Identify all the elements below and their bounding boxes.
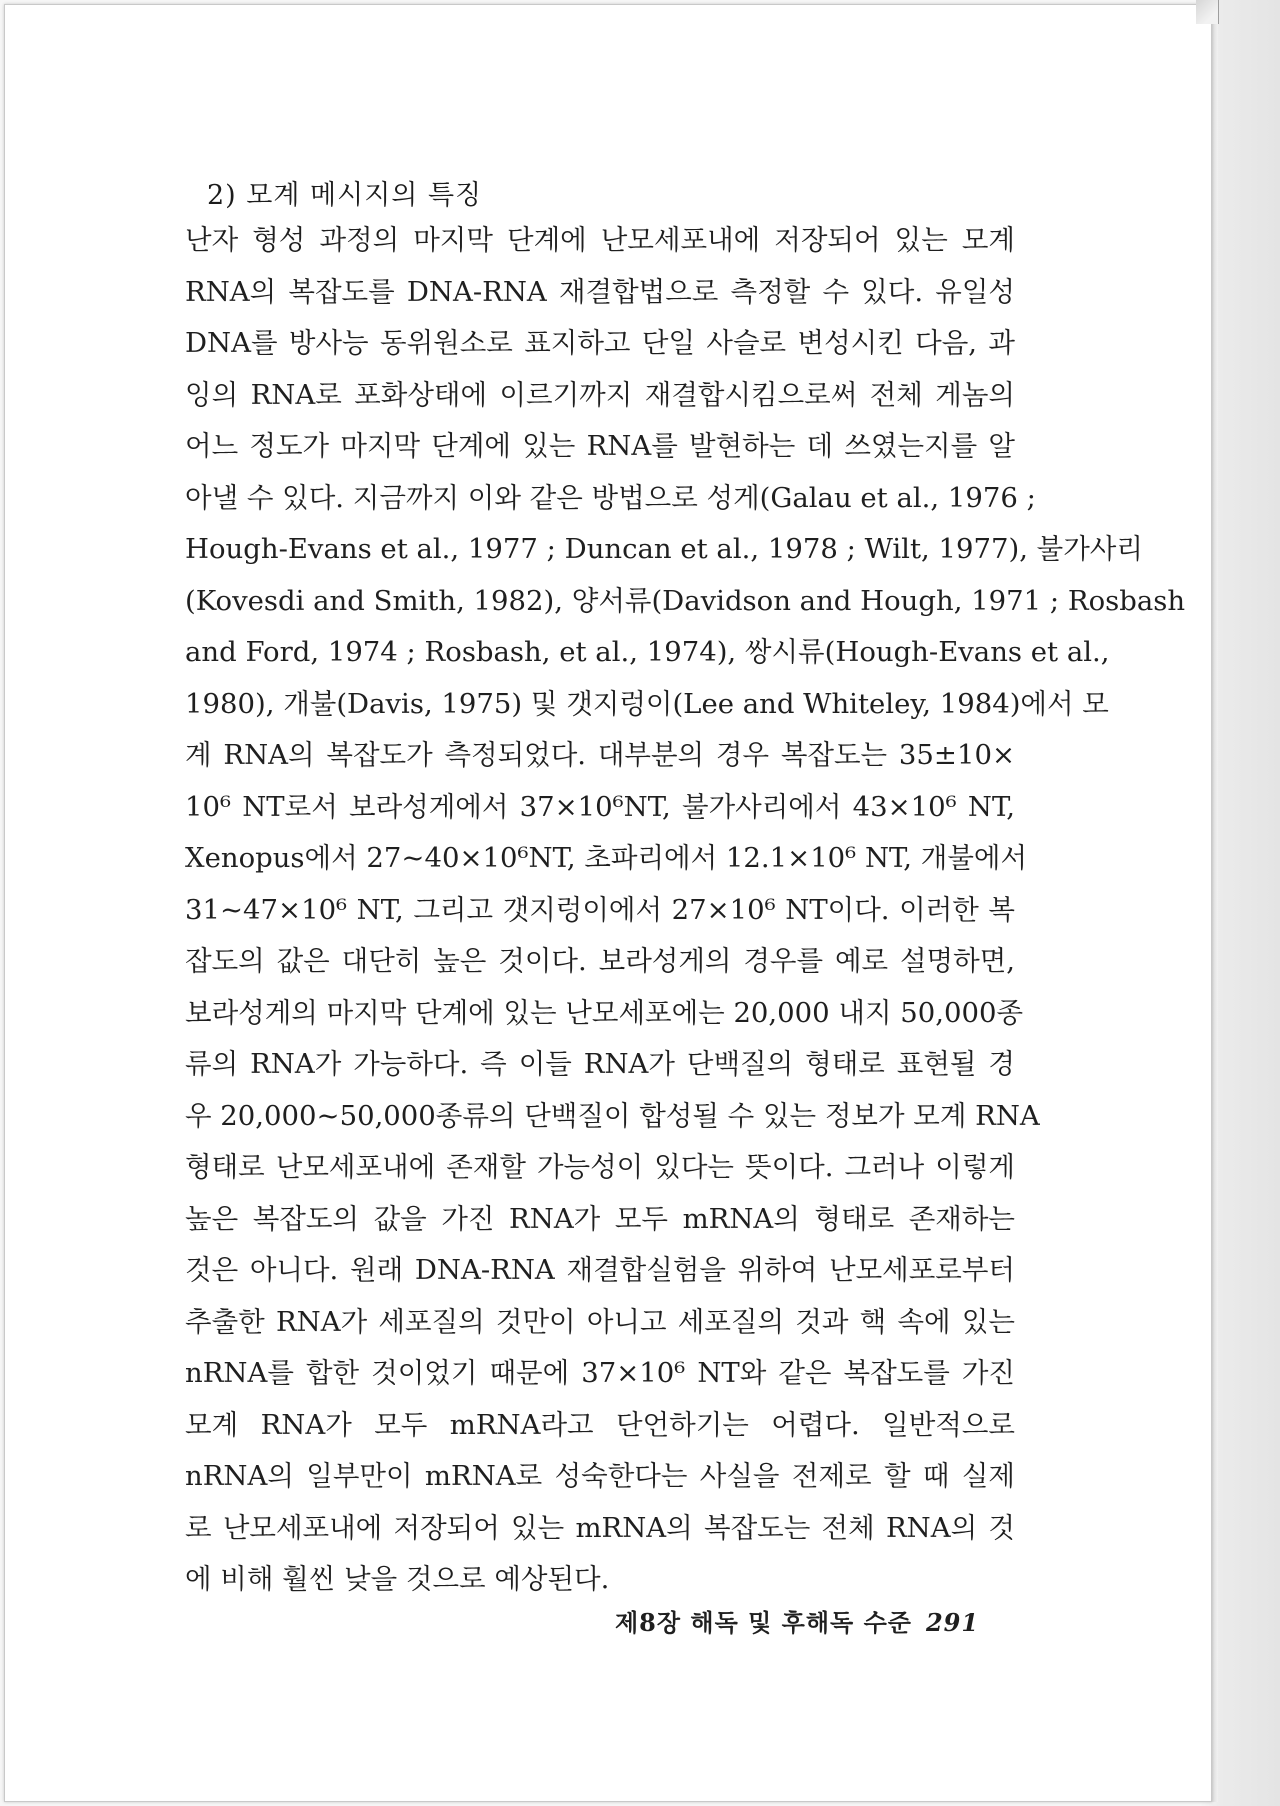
paragraph-line: RNA의 복잡도를 DNA-RNA 재결합법으로 측정할 수 있다. 유일성 [185, 275, 1015, 308]
document-page [4, 4, 1212, 1802]
footer-chapter-title: 제8장 해독 및 후해독 수준 [615, 1608, 912, 1637]
paragraph-line: nRNA를 합한 것이었기 때문에 37×10⁶ NT와 같은 복잡도를 가진 [185, 1357, 1015, 1389]
paragraph-line: 로 난모세포내에 저장되어 있는 mRNA의 복잡도는 전체 RNA의 것 [185, 1511, 1015, 1544]
paragraph-line: 잡도의 값은 대단히 높은 것이다. 보라성게의 경우를 예로 설명하면, [185, 945, 1015, 977]
paragraph-line: (Kovesdi and Smith, 1982), 양서류(Davidson and Hough, 1971 ; Rosbash [185, 584, 1186, 617]
paragraph-line: 것은 아니다. 원래 DNA-RNA 재결합실험을 위하여 난모세포로부터 [185, 1254, 1015, 1286]
paragraph-line: 류의 RNA가 가능하다. 즉 이들 RNA가 단백질의 형태로 표현될 경 [185, 1048, 1015, 1080]
paragraph-line: Hough-Evans et al., 1977 ; Duncan et al., 1978 ; Wilt, 1977), 불가사리 [185, 533, 1143, 565]
running-footer [615, 1603, 979, 1638]
paragraph-line: Xenopus에서 27~40×10⁶NT, 초파리에서 12.1×10⁶ NT, 개불에서 [185, 842, 1028, 874]
paragraph-line: 잉의 RNA로 포화상태에 이르기까지 재결합시킴으로써 전체 게놈의 [185, 378, 1015, 411]
paragraph-line: 형태로 난모세포내에 존재할 가능성이 있다는 뜻이다. 그러나 이렇게 [185, 1151, 1015, 1183]
paragraph-line: 1980), 개불(Davis, 1975) 및 갯지렁이(Lee and Whiteley, 1984)에서 모 [185, 687, 1109, 720]
paragraph-line: 에 비해 훨씬 낮을 것으로 예상된다. [185, 1563, 610, 1595]
paragraph-line: DNA를 방사능 동위원소로 표지하고 단일 사슬로 변성시킨 다음, 과 [185, 327, 1015, 359]
paragraph-line: 31~47×10⁶ NT, 그리고 갯지렁이에서 27×10⁶ NT이다. 이러한 복 [185, 893, 1015, 926]
page-number: 291 [925, 1608, 980, 1637]
paragraph-line: 높은 복잡도의 값을 가진 RNA가 모두 mRNA의 형태로 존재하는 [185, 1202, 1015, 1235]
paragraph-line: 우 20,000~50,000종류의 단백질이 합성될 수 있는 정보가 모계 RNA [185, 1099, 1040, 1132]
paragraph-line: and Ford, 1974 ; Rosbash, et al., 1974), 쌍시류(Hough-Evans et al., [185, 636, 1110, 668]
paragraph-line: 10⁶ NT로서 보라성게에서 37×10⁶NT, 불가사리에서 43×10⁶ NT, [185, 790, 1015, 823]
body-paragraph [185, 215, 1186, 1606]
paragraph-line: 모계 RNA가 모두 mRNA라고 단언하기는 어렵다. 일반적으로 [185, 1408, 1015, 1441]
paragraph-line: 보라성게의 마지막 단계에 있는 난모세포에는 20,000 내지 50,000종 [185, 996, 1024, 1029]
paragraph-line: nRNA의 일부만이 mRNA로 성숙한다는 사실을 전제로 할 때 실제 [185, 1460, 1015, 1492]
paragraph-line: 난자 형성 과정의 마지막 단계에 난모세포내에 저장되어 있는 모계 [185, 224, 1015, 256]
paragraph-line: 어느 정도가 마지막 단계에 있는 RNA를 발현하는 데 쓰였는지를 알 [185, 430, 1015, 462]
paragraph-line: 추출한 RNA가 세포질의 것만이 아니고 세포질의 것과 핵 속에 있는 [185, 1305, 1015, 1338]
paragraph-line: 아낼 수 있다. 지금까지 이와 같은 방법으로 성게(Galau et al., 1976 ; [185, 481, 1036, 514]
section-heading: 2) 모계 메시지의 특징 [207, 180, 483, 211]
paragraph-line: 계 RNA의 복잡도가 측정되었다. 대부분의 경우 복잡도는 35±10× [185, 739, 1015, 771]
page-fold-corner [1196, 0, 1219, 24]
